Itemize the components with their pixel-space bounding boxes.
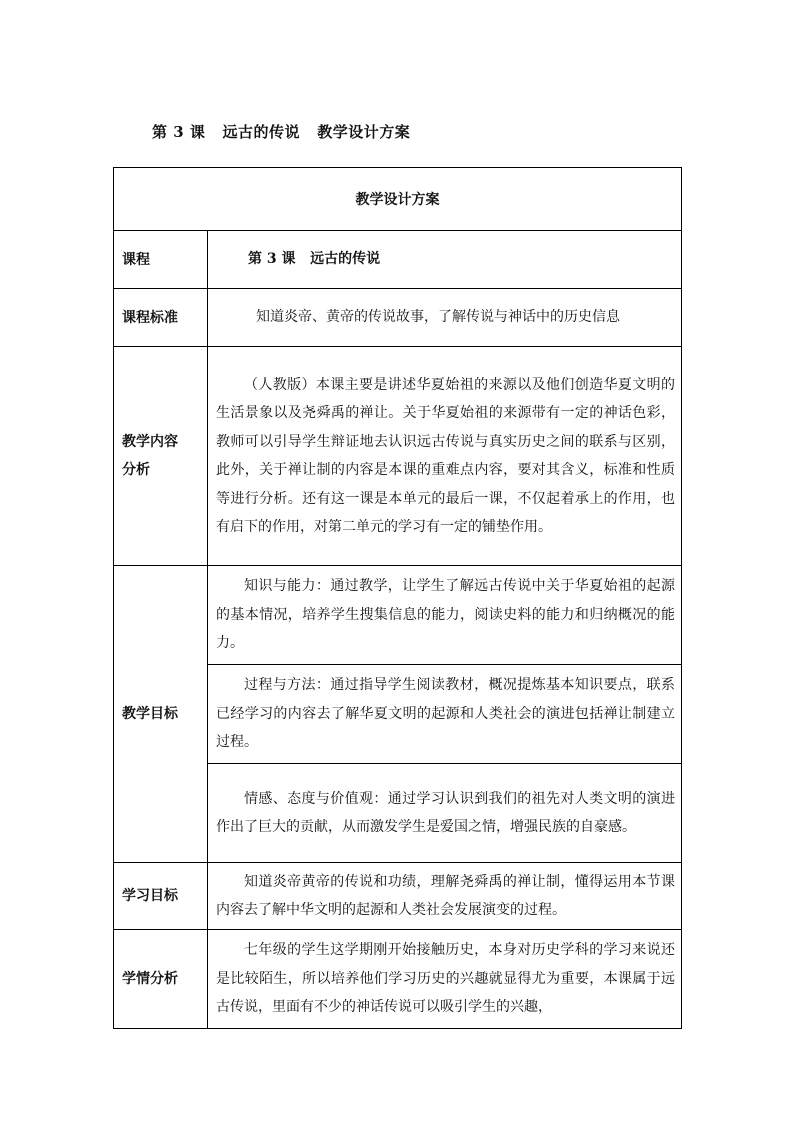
teaching-goal-knowledge: 知识与能力：通过教学，让学生了解远古传说中关于华夏始祖的起源的基本情况，培养学生搜集信息的能力，阅读史料的能力和归纳概况的能力。 <box>208 566 682 665</box>
table-row <box>114 863 682 930</box>
table-row <box>114 347 682 566</box>
content-analysis-label <box>114 347 208 566</box>
table-row <box>114 289 682 347</box>
content-analysis-label-line1: 教学内容 <box>122 434 178 450</box>
lesson-plan-table <box>113 167 682 1029</box>
table-row <box>114 566 682 665</box>
content-analysis-value: （人教版）本课主要是讲述华夏始祖的来源以及他们创造华夏文明的生活景象以及尧舜禹的禅让。关于华夏始祖的来源带有一定的神话色彩，教师可以引导学生辩证地去认识远古传说与真实历史之间的联系与区别，此外，关于禅让制的内容是本课的重难点内容，要对其含义，标准和性质等进行分析。还有这一课是本单元的最后一课，不仅起着承上的作用，也有启下的作用，对第二单元的学习有一定的铺垫作用。 <box>208 347 682 566</box>
table-header-row <box>114 168 682 231</box>
teaching-goal-emotion: 情感、态度与价值观：通过学习认识到我们的祖先对人类文明的演进作出了巨大的贡献，从而激发学生是爱国之情，增强民族的自豪感。 <box>208 764 682 863</box>
document-title: 第 3 课 远古的传说 教学设计方案 <box>152 123 411 141</box>
table-row <box>114 930 682 1029</box>
table-row <box>114 231 682 289</box>
standard-label: 课程标准 <box>114 289 208 347</box>
student-analysis-value: 七年级的学生这学期刚开始接触历史，本身对历史学科的学习来说还是比较陌生，所以培养他们学习历史的兴趣就显得尤为重要，本课属于远古传说，里面有不少的神话传说可以吸引学生的兴趣， <box>208 930 682 1029</box>
teaching-goal-process: 过程与方法：通过指导学生阅读教材，概况提炼基本知识要点，联系已经学习的内容去了解华夏文明的起源和人类社会的演进包括禅让制建立过程。 <box>208 665 682 764</box>
course-value: 第 3 课 远古的传说 <box>208 231 682 289</box>
content-analysis-label-line2: 分析 <box>122 462 150 478</box>
course-label: 课程 <box>114 231 208 289</box>
standard-value: 知道炎帝、黄帝的传说故事，了解传说与神话中的历史信息 <box>208 289 682 347</box>
learning-goals-value: 知道炎帝黄帝的传说和功绩，理解尧舜禹的禅让制，懂得运用本节课内容去了解中华文明的起源和人类社会发展演变的过程。 <box>208 863 682 930</box>
student-analysis-label: 学情分析 <box>114 930 208 1029</box>
teaching-goals-label: 教学目标 <box>114 566 208 863</box>
learning-goals-label: 学习目标 <box>114 863 208 930</box>
table-header: 教学设计方案 <box>114 168 682 231</box>
